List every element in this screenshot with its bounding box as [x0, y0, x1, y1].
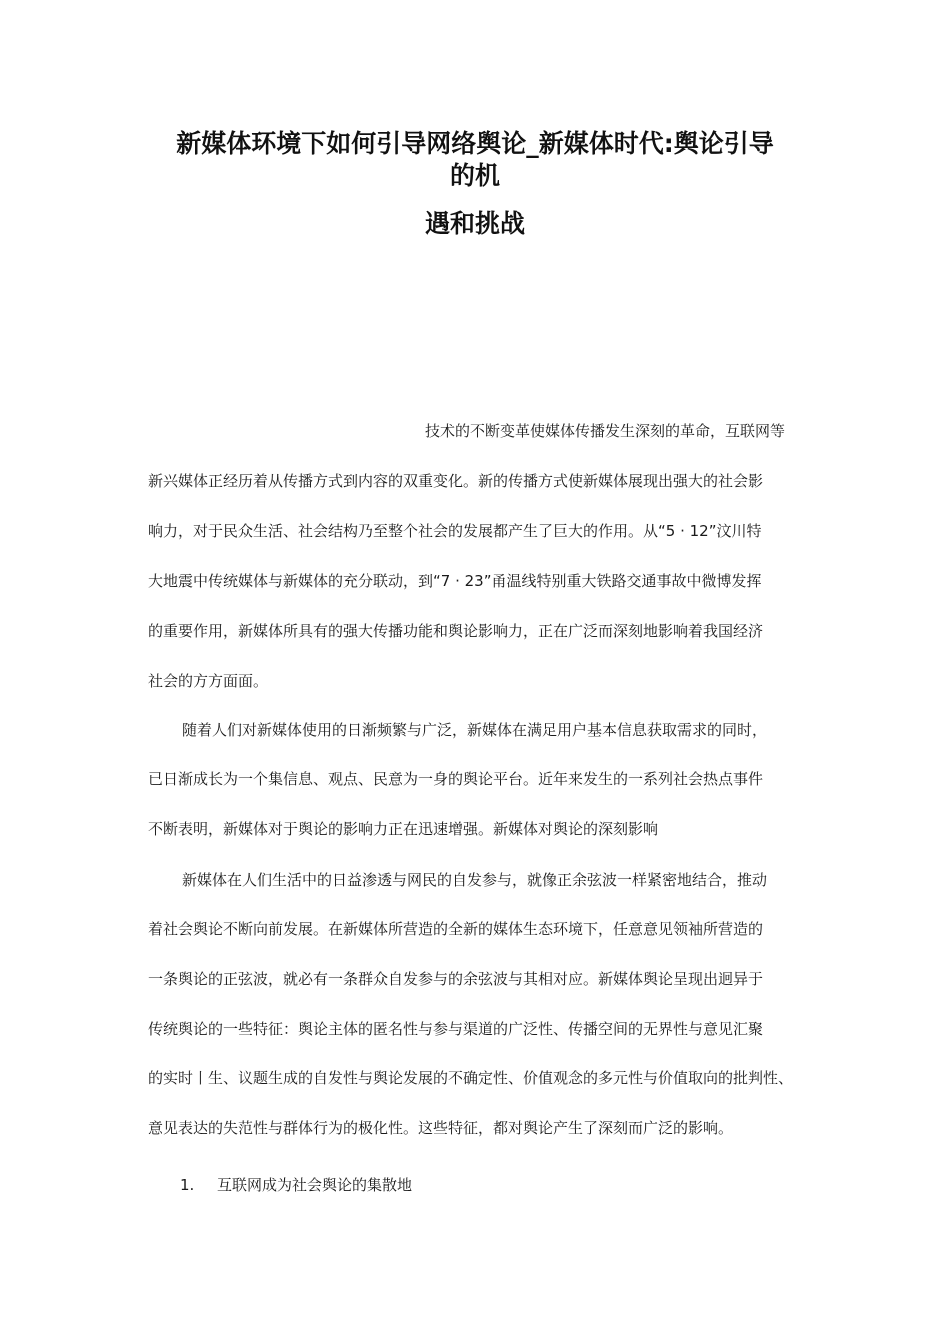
paragraph-2-line: 不断表明，新媒体对于舆论的影响力正在迅速增强。新媒体对舆论的深刻影响: [148, 820, 659, 838]
paragraph-3-line: 着社会舆论不断向前发展。在新媒体所营造的全新的媒体生态环境下，任意意见领袖所营造的: [148, 920, 764, 938]
paragraph-1-line: 新兴媒体正经历着从传播方式到内容的双重变化。新的传播方式使新媒体展现出强大的社会影: [148, 472, 764, 490]
paragraph-3-line: 的实时丨生、议题生成的自发性与舆论发展的不确定性、价值观念的多元性与价值取向的批判性、: [148, 1069, 794, 1087]
paragraph-1-line: 大地震中传统媒体与新媒体的充分联动，到“7 · 23”甬温线特别重大铁路交通事故中微博发挥: [148, 572, 762, 590]
document-title-line-1: 新媒体环境下如何引导网络舆论_新媒体时代:舆论引导: [176, 129, 774, 158]
paragraph-1-line: 响力，对于民众生活、社会结构乃至整个社会的发展都产生了巨大的作用。从“5 · 12”汶川特: [148, 522, 762, 540]
paragraph-1-line: 社会的方方面面。: [148, 672, 269, 690]
paragraph-2-line: 已日渐成长为一个集信息、观点、民意为一身的舆论平台。近年来发生的一系列社会热点事件: [148, 770, 764, 788]
list-item-text: 互联网成为社会舆论的集散地: [217, 1176, 413, 1194]
paragraph-2-line: 随着人们对新媒体使用的日渐频繁与广泛，新媒体在满足用户基本信息获取需求的同时，: [182, 721, 768, 739]
document-title-line-3: 遇和挑战: [424, 209, 525, 238]
list-item: [180, 1174, 412, 1196]
paragraph-1-line: 技术的不断变革使媒体传播发生深刻的革命，互联网等: [425, 422, 786, 440]
paragraph-3-line: 一条舆论的正弦波，就必有一条群众自发参与的余弦波与其相对应。新媒体舆论呈现出迥异于: [148, 970, 764, 988]
list-item-number: 1.: [180, 1176, 195, 1194]
document-title-line-2: 的机: [449, 161, 500, 190]
paragraph-1-line: 的重要作用，新媒体所具有的强大传播功能和舆论影响力，正在广泛而深刻地影响着我国经济: [148, 622, 764, 640]
paragraph-3-line: 意见表达的失范性与群体行为的极化性。这些特征，都对舆论产生了深刻而广泛的影响。: [148, 1119, 734, 1137]
paragraph-3-line: 新媒体在人们生活中的日益渗透与网民的自发参与，就像正余弦波一样紧密地结合，推动: [182, 871, 768, 889]
paragraph-3-line: 传统舆论的一些特征：舆论主体的匿名性与参与渠道的广泛性、传播空间的无界性与意见汇聚: [148, 1020, 764, 1038]
